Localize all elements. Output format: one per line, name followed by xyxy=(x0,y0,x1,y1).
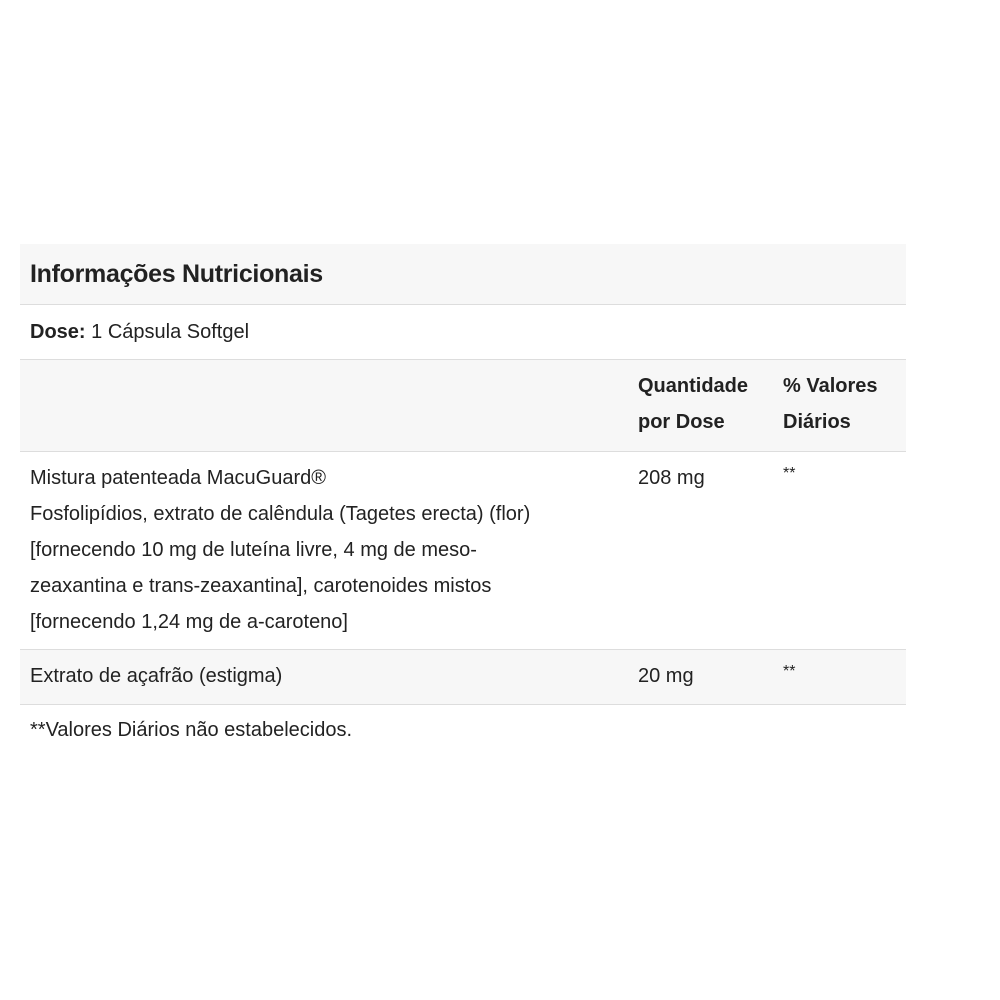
ingredient-line: zeaxantina e trans-zeaxantina], carotenoides mistos xyxy=(30,575,492,597)
ingredient-description xyxy=(30,460,630,640)
header-dv-line2: Diários xyxy=(783,411,851,433)
ingredient-line: [fornecendo 10 mg de luteína livre, 4 mg de meso- xyxy=(30,539,477,561)
table-row xyxy=(20,650,906,705)
ingredient-amount: 208 mg xyxy=(638,467,705,489)
ingredient-description xyxy=(30,658,630,694)
ingredient-amount: 20 mg xyxy=(638,665,694,687)
table-row xyxy=(20,452,906,650)
ingredient-line: Fosfolipídios, extrato de calêndula (Tagetes erecta) (flor) xyxy=(30,503,531,525)
panel-title: Informações Nutricionais xyxy=(20,244,906,305)
ingredient-line: Extrato de açafrão (estigma) xyxy=(30,665,283,687)
ingredient-line: Mistura patenteada MacuGuard® xyxy=(30,467,327,489)
footnote: **Valores Diários não estabelecidos. xyxy=(30,719,353,741)
header-amount-line1: Quantidade xyxy=(638,375,749,397)
header-dv-line1: % Valores xyxy=(783,375,878,397)
header-amount-per-dose xyxy=(638,368,778,440)
ingredient-daily-value: ** xyxy=(783,663,796,680)
dose-row xyxy=(20,305,906,360)
header-amount-line2: por Dose xyxy=(638,411,725,433)
table-header-row xyxy=(20,360,906,452)
dose-label: Dose: xyxy=(30,321,86,343)
dose-value: 1 Cápsula Softgel xyxy=(91,321,250,343)
ingredient-daily-value: ** xyxy=(783,465,796,482)
ingredient-line: [fornecendo 1,24 mg de a-caroteno] xyxy=(30,611,348,633)
nutrition-facts-panel xyxy=(20,244,906,742)
header-daily-values xyxy=(783,368,901,440)
